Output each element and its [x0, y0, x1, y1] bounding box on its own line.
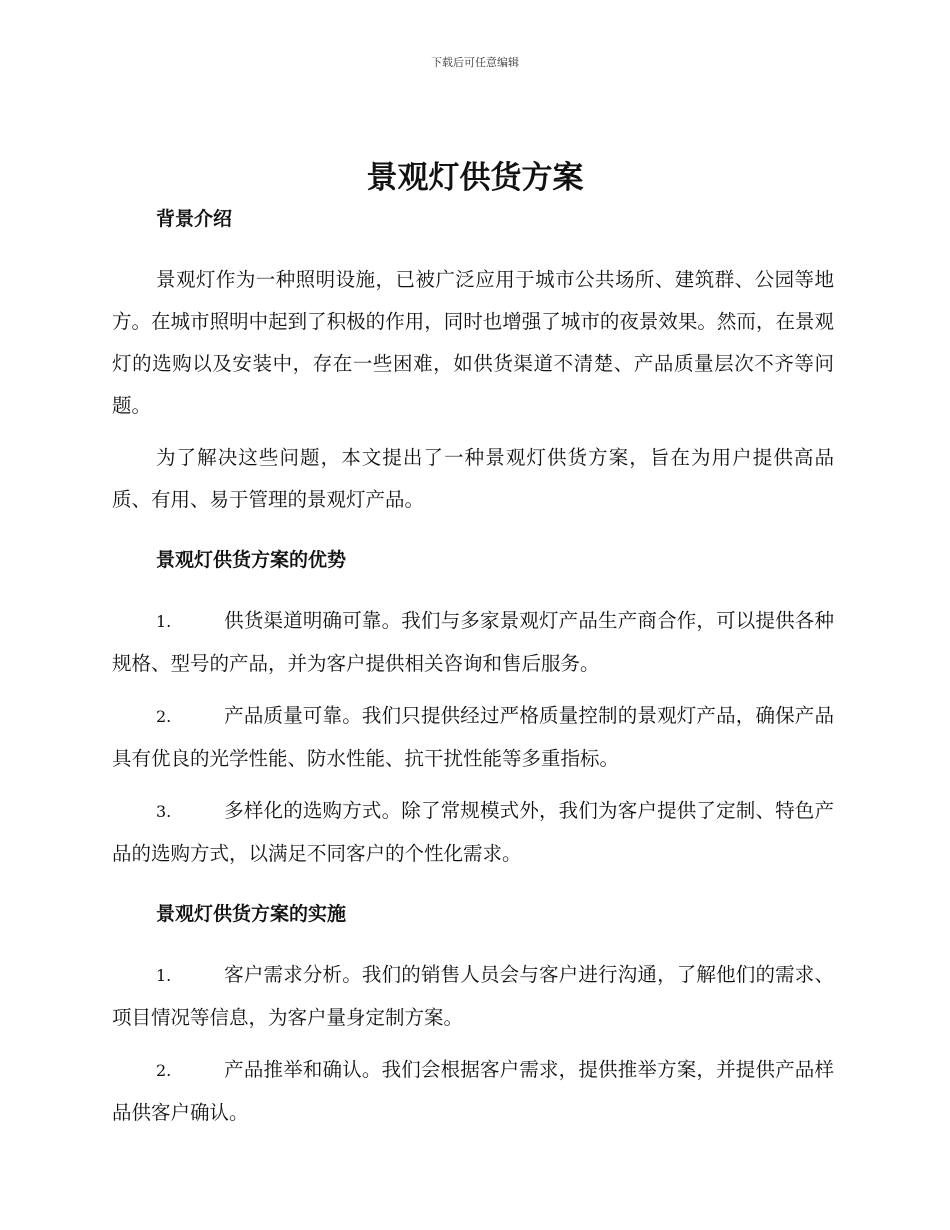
list-item-text: 供货渠道明确可靠。我们与多家景观灯产品生产商合作，可以提供各种规格、型号的产品，并为客户提供相关咨询和售后服务。 [112, 609, 834, 675]
header-note: 下载后可任意编辑 [431, 56, 519, 69]
document-title: 景观灯供货方案 [366, 160, 584, 196]
implementation-item-1 [112, 954, 834, 1039]
list-number: 1. [156, 966, 172, 985]
list-item-text: 产品质量可靠。我们只提供经过严格质量控制的景观灯产品，确保产品具有优良的光学性能、防水性能、抗干扰性能等多重指标。 [112, 704, 834, 770]
list-number: 1. [156, 612, 172, 631]
advantage-item-1 [112, 600, 834, 685]
advantage-item-3 [112, 790, 834, 875]
list-item-text: 多样化的选购方式。除了常规模式外，我们为客户提供了定制、特色产品的选购方式，以满足不同客户的个性化需求。 [112, 799, 834, 865]
advantage-item-2 [112, 695, 834, 780]
document-body [112, 204, 834, 1144]
list-number: 3. [156, 802, 172, 821]
background-paragraph-2: 为了解决这些问题，本文提出了一种景观灯供货方案，旨在为用户提供高品质、有用、易于管理的景观灯产品。 [112, 446, 834, 511]
list-number: 2. [156, 1061, 172, 1080]
list-item-text: 客户需求分析。我们的销售人员会与客户进行沟通，了解他们的需求、项目情况等信息，为客户量身定制方案。 [112, 963, 834, 1029]
list-item-text: 产品推举和确认。我们会根据客户需求，提供推举方案，并提供产品样品供客户确认。 [112, 1058, 834, 1124]
implementation-item-2 [112, 1049, 834, 1134]
section-heading-implementation: 景观灯供货方案的实施 [156, 903, 347, 925]
background-paragraph-1: 景观灯作为一种照明设施，已被广泛应用于城市公共场所、建筑群、公园等地方。在城市照明中起到了积极的作用，同时也增强了城市的夜景效果。然而，在景观灯的选购以及安装中，存在一些困难，如供货渠道不清楚、产品质量层次不齐等问题。 [112, 268, 834, 417]
section-heading-advantages: 景观灯供货方案的优势 [156, 549, 347, 571]
list-number: 2. [156, 707, 172, 726]
section-heading-background: 背景介绍 [156, 208, 233, 230]
